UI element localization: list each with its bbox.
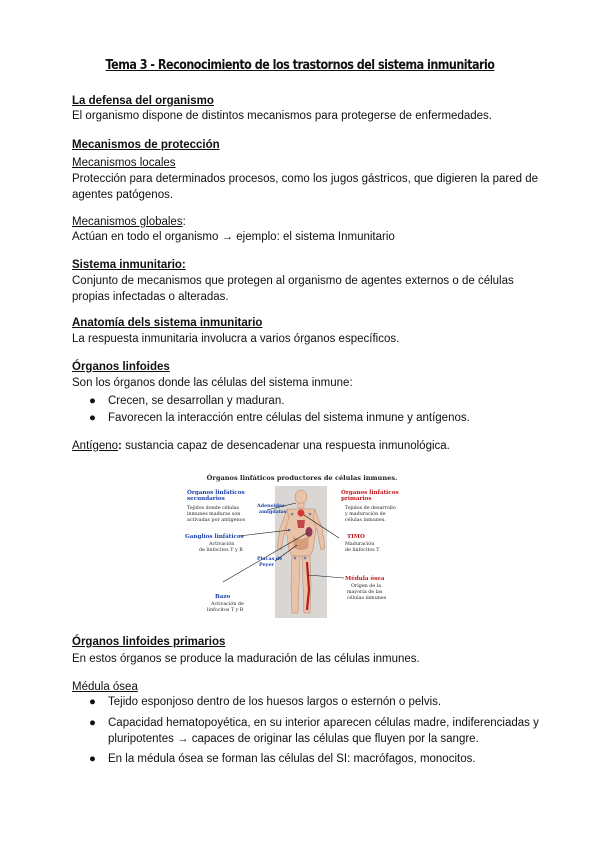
lymphatic-organs-figure bbox=[179, 470, 425, 620]
label-bazo-title: Bazo bbox=[215, 594, 231, 600]
page-title: Tema 3 - Reconocimiento de los trastornos del sistema inmunitario bbox=[105, 58, 495, 73]
label-sec-title-2: secundarios bbox=[187, 496, 225, 502]
body-head bbox=[295, 490, 307, 504]
subheading-locales: Mecanismos locales bbox=[72, 157, 176, 169]
label-adenoides-1: Adenoides bbox=[257, 503, 285, 509]
text-locales: Protección para determinados procesos, como los jugos gástricos, que digieren la pared de agentes patógenos. bbox=[72, 173, 539, 201]
label-prim-desc-2: y maduración de bbox=[345, 512, 386, 517]
label-sec-desc-3: activadas por antígenos bbox=[187, 518, 246, 523]
list-organos-linfoides bbox=[72, 393, 542, 427]
label-medula-desc-2: mayoría de las bbox=[347, 590, 383, 595]
list-item: ● Favorecen la interacción entre células del sistema inmune y antígenos. bbox=[89, 412, 470, 424]
text-organos-linfoides: Son los órganos donde las células del sistema inmune: bbox=[72, 377, 353, 389]
label-medula-desc-1: Origen de la bbox=[351, 584, 382, 589]
heading-defensa: La defensa del organismo bbox=[72, 95, 214, 107]
list-medula bbox=[72, 694, 542, 768]
thymus-organ bbox=[298, 510, 305, 517]
subheading-globales-line bbox=[72, 214, 542, 230]
heart-organ bbox=[297, 520, 305, 528]
label-peyer-2: Peyer bbox=[259, 562, 274, 568]
antigen-colon: : bbox=[118, 440, 122, 452]
label-medula-title: Médula ósea bbox=[345, 576, 385, 582]
label-timo-desc-2: de linfocitos T bbox=[345, 548, 380, 553]
subheading-globales: Mecanismos globales bbox=[72, 216, 183, 228]
label-bazo-desc-2: linfocitos T y B bbox=[207, 608, 244, 613]
text-anatomia: La respuesta inmunitaria involucra a varios órganos específicos. bbox=[72, 333, 400, 345]
lymph-node bbox=[309, 513, 312, 516]
lymph-node bbox=[304, 557, 307, 560]
label-sec-desc-1: Tejidos donde células bbox=[187, 506, 240, 511]
label-bazo-desc-1: Activación de bbox=[211, 602, 244, 607]
bullet-dot: ● bbox=[89, 696, 96, 708]
label-ganglios-title: Ganglios linfáticos bbox=[185, 534, 244, 540]
label-prim-desc-3: células inmunes. bbox=[345, 518, 386, 523]
heading-mecanismos: Mecanismos de protección bbox=[72, 139, 220, 151]
text-sistema: Conjunto de mecanismos que protegen al organismo de agentes externos o de células propias infectadas o alteradas. bbox=[72, 275, 514, 303]
bullet-dot: ● bbox=[89, 717, 96, 729]
heading-sistema: Sistema inmunitario: bbox=[72, 259, 186, 271]
bullet-dot: ● bbox=[89, 412, 96, 424]
label-peyer-1: Placas de bbox=[257, 556, 283, 562]
label-ganglios-desc-2: de linfocitos T y B bbox=[199, 548, 243, 553]
antigen-term: Antígeno bbox=[72, 440, 119, 452]
label-prim-desc-1: Tejidos de desarrollo bbox=[345, 506, 396, 511]
antigen-def: sustancia capaz de desencadenar una respuesta inmunológica. bbox=[121, 440, 450, 452]
list-item: ● Capacidad hematopoyética, en su interior aparecen células madre, indiferenciadas y pluripotentes → capaces de originar las células que fluyen por la sangre. bbox=[89, 717, 539, 745]
bullet-dot: ● bbox=[89, 395, 96, 407]
label-ganglios-desc-1: Activación bbox=[209, 542, 235, 547]
label-adenoides-2: amígdalas bbox=[259, 509, 287, 515]
globales-colon: : bbox=[182, 216, 186, 228]
label-prim-title-2: primarios bbox=[341, 496, 372, 502]
label-sec-desc-2: inmunes maduras son bbox=[187, 512, 241, 517]
label-sec-title-1: Órganos linfáticos bbox=[187, 490, 245, 496]
lymph-node bbox=[294, 557, 297, 560]
subheading-medula: Médula ósea bbox=[72, 681, 138, 693]
list-item: ● Crecen, se desarrollan y maduran. bbox=[89, 395, 285, 407]
list-item: ● Tejido esponjoso dentro de los huesos largos o esternón o pelvis. bbox=[89, 696, 442, 708]
heading-organos-primarios: Órganos linfoides primarios bbox=[72, 636, 226, 648]
text-defensa: El organismo dispone de distintos mecanismos para protegerse de enfermedades. bbox=[72, 110, 492, 122]
label-prim-title-1: Órganos linfáticos bbox=[341, 490, 399, 496]
figure-title: Órganos linfáticos productores de células inmunes. bbox=[206, 474, 398, 482]
body-neck bbox=[298, 503, 304, 508]
antigen-definition bbox=[72, 438, 542, 454]
label-timo-title: TIMO bbox=[347, 534, 365, 540]
text-globales: Actúan en todo el organismo → ejemplo: el sistema Inmunitario bbox=[72, 231, 395, 243]
spleen-organ bbox=[306, 527, 313, 537]
heading-anatomia: Anatomía dels sistema inmunitario bbox=[72, 317, 263, 329]
heading-organos-linfoides: Órganos linfoides bbox=[72, 361, 170, 373]
label-timo-desc-1: Maduración bbox=[345, 542, 375, 547]
lymph-node bbox=[291, 513, 294, 516]
text-organos-primarios: En estos órganos se produce la maduración de las células inmunes. bbox=[72, 653, 420, 665]
list-item: ● En la médula ósea se forman las células del SI: macrófagos, monocitos. bbox=[89, 753, 476, 765]
bullet-dot: ● bbox=[89, 753, 96, 765]
label-medula-desc-3: células inmunes bbox=[347, 596, 387, 601]
